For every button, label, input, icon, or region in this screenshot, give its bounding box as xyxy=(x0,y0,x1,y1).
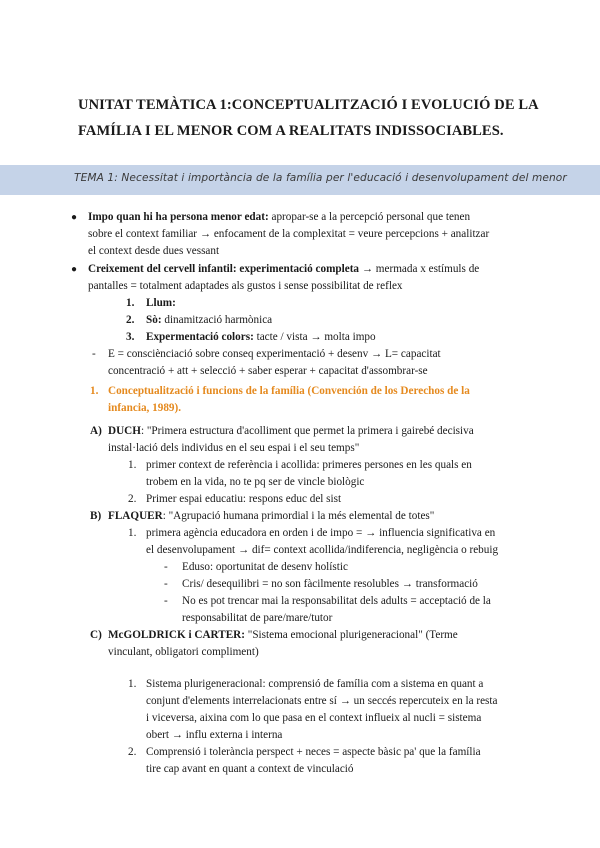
section-number: 1. xyxy=(90,385,99,397)
list-number: 1. xyxy=(128,527,137,539)
flaquer-item-line-2: el desenvolupament → dif= context acollida/indiferencia, negligència o rebuig xyxy=(146,544,499,556)
bullet-1-line-2: sobre el context familiar → enfocament de la complexitat = veure percepcions + analitzar xyxy=(88,228,490,240)
mcgoldrick-item-2-line-1: Comprensió i tolerància perspect + neces = aspecte bàsic pa' que la família xyxy=(146,746,481,758)
list-number: 1. xyxy=(126,297,135,309)
section-heading-line-1: Conceptualització i funcions de la família (Convención de los Derechos de la xyxy=(108,385,470,397)
dash-marker: - xyxy=(164,578,168,590)
dash-item-line-2: concentració + att + selecció + saber esperar + capacitat d'assombrar-se xyxy=(108,365,428,377)
mcgoldrick-item-2-line-2: tire cap avant en quant a context de vinculació xyxy=(146,763,354,775)
author-marker: C) xyxy=(90,629,102,641)
list-number: 2. xyxy=(128,746,137,758)
dash-item-line-1: E = consciènciació sobre conseq experimentació + desenv → L= capacitat xyxy=(108,348,441,360)
flaquer-dash-3-line-2: responsabilitat de pare/mare/tutor xyxy=(182,612,333,624)
flaquer-dash-3-line-1: No es pot trencar mai la responsabilitat dels adults = acceptació de la xyxy=(182,595,491,607)
list-number: 1. xyxy=(128,459,137,471)
section-heading-line-2: infancia, 1989). xyxy=(108,402,182,414)
author-mcgoldrick-line-2: vinculant, obligatori compliment) xyxy=(108,646,259,658)
dash-marker: - xyxy=(164,595,168,607)
duch-item-1-line-1: primer context de referència i acollida: primeres persones en les quals en xyxy=(146,459,472,471)
tema-banner xyxy=(0,165,600,195)
flaquer-dash-2: Cris/ desequilibri = no son fàcilmente resolubles → transformació xyxy=(182,578,478,590)
flaquer-dash-1: Eduso: oportunitat de desenv holístic xyxy=(182,561,348,573)
bullet-2-line-1: Creixement del cervell infantil: experimentació completa → mermada x estímuls de xyxy=(88,263,480,275)
bullet-1-line-1: Impo quan hi ha persona menor edat: apropar-se a la percepció personal que tenen xyxy=(88,211,471,223)
flaquer-item-line-1: primera agència educadora en orden i de impo = → influencia significativa en xyxy=(146,527,496,539)
dash-marker: - xyxy=(92,348,96,360)
title-line-1: UNITAT TEMÀTICA 1:CONCEPTUALITZACIÓ I EVOLUCIÓ DE LA xyxy=(78,97,539,113)
author-marker: A) xyxy=(90,425,102,437)
bullet-2-line-2: pantalles = totalment adaptades als gustos i sense possibilitat de reflex xyxy=(88,280,403,292)
list-item-so: Sò: dinamització harmònica xyxy=(146,314,273,326)
document-title xyxy=(78,92,548,144)
title-line-2: FAMÍLIA I EL MENOR COM A REALITATS INDISSOCIABLES. xyxy=(78,123,504,139)
author-marker: B) xyxy=(90,510,102,522)
author-flaquer-line-1: FLAQUER: "Agrupació humana primordial i la més elemental de totes" xyxy=(108,510,435,522)
mcgoldrick-item-1-line-1: Sistema plurigeneracional: comprensió de família com a sistema en quant a xyxy=(146,678,484,690)
list-number: 1. xyxy=(128,678,137,690)
list-item-llum: Llum: xyxy=(146,297,176,309)
mcgoldrick-item-1-line-4: obert → influ externa i interna xyxy=(146,729,283,741)
author-duch-line-1: DUCH: "Primera estructura d'acolliment que permet la primera i gairebé decisiva xyxy=(108,425,474,437)
list-number: 3. xyxy=(126,331,135,343)
dash-marker: - xyxy=(164,561,168,573)
bullet-dot: ● xyxy=(71,264,78,275)
bullet-1-line-3: el context desde dues vessant xyxy=(88,245,220,257)
author-mcgoldrick-line-1: McGOLDRICK i CARTER: "Sistema emocional plurigeneracional" (Terme xyxy=(108,629,458,641)
tema-banner-text: TEMA 1: Necessitat i importància de la família per l'educació i desenvolupament del menor xyxy=(74,172,567,184)
list-number: 2. xyxy=(126,314,135,326)
mcgoldrick-item-1-line-2: conjunt d'elements interrelacionats entre sí → un seccés repercuteix en la resta xyxy=(146,695,498,707)
list-number: 2. xyxy=(128,493,137,505)
mcgoldrick-item-1-line-3: i viceversa, aixina com lo que pasa en el context influeix al nucli = sistema xyxy=(146,712,482,724)
list-item-colors: Expermentació colors: tacte / vista → molta impo xyxy=(146,331,376,343)
duch-item-2-line-1: Primer espai educatiu: respons educ del sist xyxy=(146,493,342,505)
author-duch-line-2: instal·lació dels individus en el seu espai i el seu temps" xyxy=(108,442,360,454)
duch-item-1-line-2: trobem en la vida, no te pq ser de vincle biològic xyxy=(146,476,365,488)
bullet-dot: ● xyxy=(71,212,78,223)
